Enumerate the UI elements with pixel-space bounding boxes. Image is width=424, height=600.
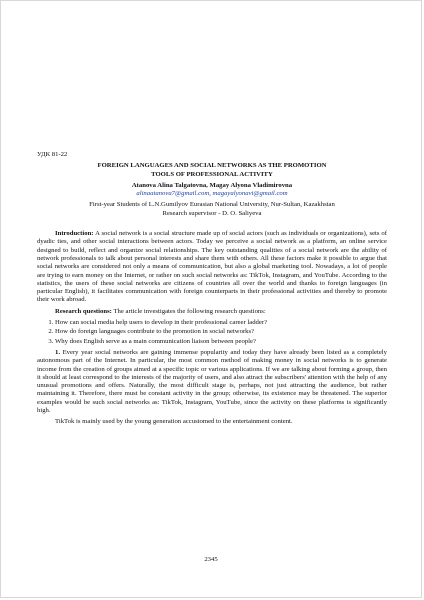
research-questions-text: The article investigates the following research questions: [111, 307, 266, 315]
page-number: 2345 [204, 556, 218, 563]
research-supervisor: Research supervisor - D. O. Saliyeva [162, 209, 262, 217]
tiktok-paragraph: TikTok is mainly used by the young generation accustomed to the entertainment content. [55, 418, 293, 426]
list-item: 1. How can social media help users to develop in their professional career ladder? [55, 319, 387, 327]
author-names: Atanova Alina Talgatovna, Magay Alyona Vladimirovna [131, 181, 293, 189]
research-questions-paragraph [37, 308, 387, 316]
article-title-line-2: TOOLS OF PROFESSIONAL ACTIVITY [151, 170, 273, 178]
article-title-line-1: FOREIGN LANGUAGES AND SOCIAL NETWORKS AS THE PROMOTION [97, 162, 327, 170]
introduction-paragraph [37, 230, 387, 305]
author-emails[interactable]: alinaatanova7@gmail.com, magayalyonavi@gmail.com [136, 190, 288, 198]
author-affiliation: First-year Students of L.N.Gumilyov Eurasian National University, Nur-Sultan, Kazakhstan [89, 201, 335, 209]
article-body [37, 151, 387, 427]
udk-code: УДК 81-22 [37, 151, 68, 158]
section-1-text: Every year social networks are gaining immense popularity and today they have already been listed as a completely autonomous part of the Internet. In particular, the most common method of making money in social networks is to generate income from the creation of groups aimed at a specific topic or various applications. If we are talking about forming a group, then it should at least correspond to the interests of the majority of users, and also attract the subscribers' attention with the help of any unusual promotions and offers. Naturally, the most difficult stage is, perhaps, not just attracting the audience, but rather maintaining it. Therefore, there must be constant activity in the group; otherwise, its existence may be threatened. The superior examples would be such social networks as: TikTok, Instagram, YouTube, since the activity on these platforms is significantly high. [37, 348, 387, 415]
research-questions-list [37, 319, 387, 346]
introduction-text: A social network is a social structure made up of social actors (such as individuals or organizations), sets of dyadic ties, and other social interactions between actors. Today we perceive a social network as a platform, an online service designed to build, reflect and organize social relationships. The key outstanding qualities of a social network are the ability of network professionals to talk about personal interests and share them with others. All these factors make it possible to argue that social networks are considered not only a means of communication, but also a global marketing tool. Nowadays, a lot of people are trying to earn money on the Internet, or rather on such social networks as: TikTok, Instagram, and YouTube. According to the statistics, the users of these social networks are citizens of countries all over the world and thanks to foreign languages (in particular English), it facilitates communication with foreign counterparts in their professional activities and thereby to promote their work abroad. [37, 230, 387, 304]
article-title [37, 162, 387, 179]
research-questions-label: Research questions: [55, 307, 112, 315]
section-1-number: 1. [55, 348, 61, 356]
list-item: 2. How do foreign languages contribute to the promotion in social networks? [55, 328, 387, 336]
section-1-paragraph [37, 349, 387, 415]
introduction-label: Introduction: [55, 230, 94, 238]
list-item: 3. Why does English serve as a main communication liaison between people? [55, 338, 387, 346]
